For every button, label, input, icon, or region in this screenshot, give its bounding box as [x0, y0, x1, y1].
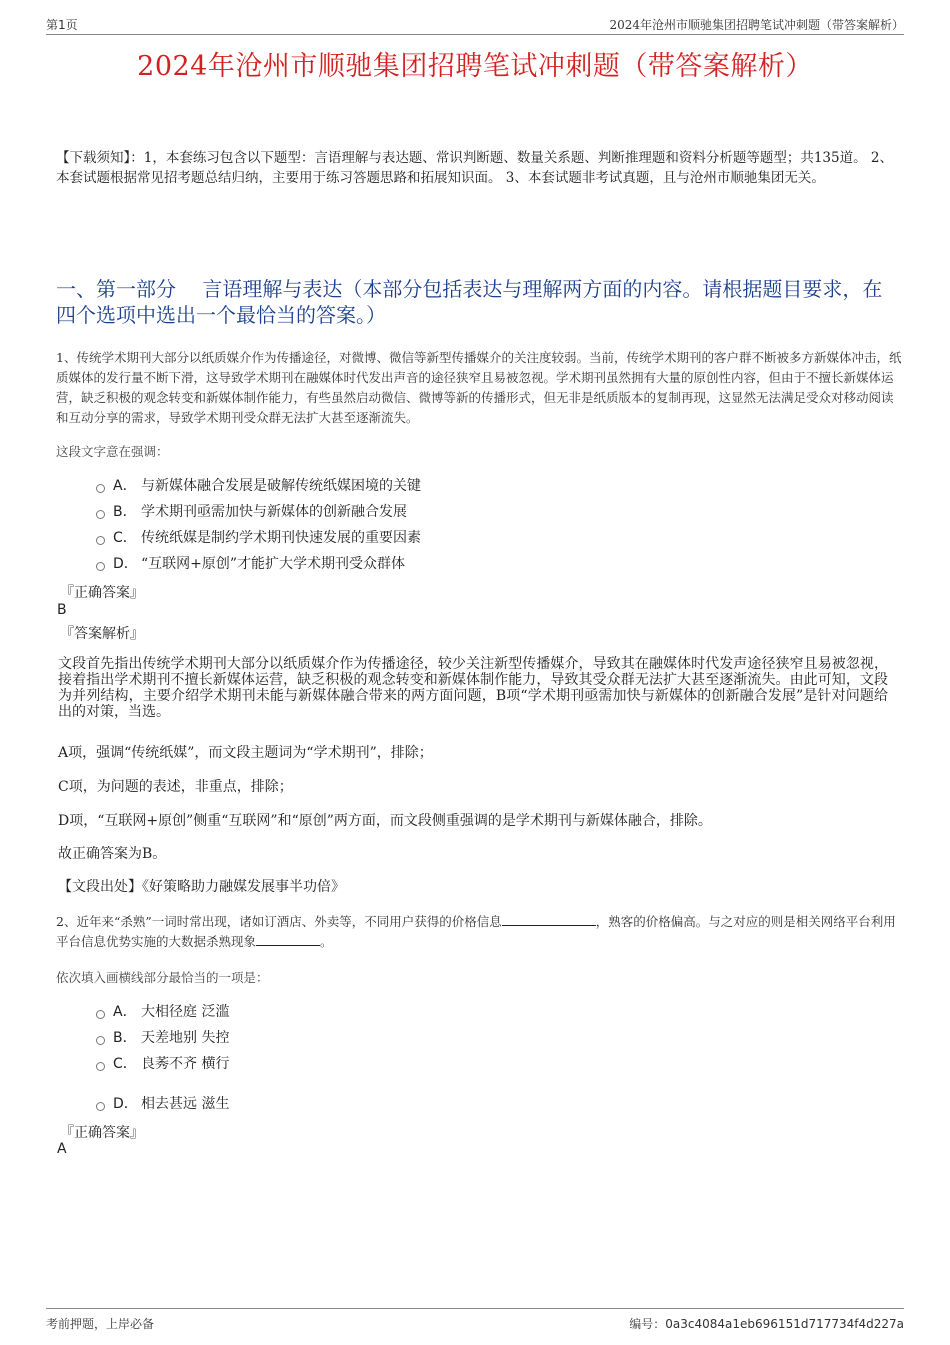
- page-header: [46, 14, 904, 35]
- question-1-analysis-a: A项，强调“传统纸媒”，而文段主题词为“学术期刊”，排除；: [58, 745, 433, 761]
- question-1-option-b[interactable]: B． 学术期刊亟需加快与新媒体的创新融合发展: [96, 501, 407, 523]
- question-2-prompt: 依次填入画横线部分最恰当的一项是：: [56, 970, 269, 985]
- question-1-answer-label: 『正确答案』: [60, 585, 144, 601]
- fill-blank-2: [256, 933, 320, 946]
- section-heading: 一、第一部分 言语理解与表达（本部分包括表达与理解两方面的内容。请根据题目要求，在四个选项中选出一个最恰当的答案。）: [56, 277, 883, 327]
- question-1-text: 1、传统学术期刊大部分以纸质媒介作为传播途径，对微博、微信等新型传播媒介的关注度较弱。当前，传统学术期刊的客户群不断被多方新媒体冲击，纸质媒体的发行量不断下滑，这导致学术期刊在融媒体时代发出声音的途径狭窄且易被忽视。学术期刊虽然拥有大量的原创性内容，但由于不擅长新媒体运营，缺乏积极的观念转变和新媒体制作能力，有些虽然启动微信、微博等新的传播形式，但无非是纸质版本的复制再现，这显然无法满足受众对移动阅读和互动分享的需求，导致学术期刊受众群无法扩大甚至逐渐流失。: [56, 350, 902, 425]
- question-2-answer-label: 『正确答案』: [60, 1125, 144, 1141]
- question-1-prompt: 这段文字意在强调：: [56, 444, 169, 459]
- question-1-analysis-main: 文段首先指出传统学术期刊大部分以纸质媒介作为传播途径，较少关注新型传播媒介，导致其在融媒体时代发声途径狭窄且易被忽视，接着指出学术期刊不擅长新媒体运营，缺乏积极的观念转变和新媒体制作能力，导致其受众群无法扩大甚至逐渐流失。由此可知，文段为并列结构，主要介绍学术期刊未能与新媒体融合带来的两方面问题，B项“学术期刊亟需加快与新媒体的创新融合发展”是针对问题给出的对策，当选。: [58, 656, 888, 720]
- radio-icon[interactable]: [96, 1062, 105, 1071]
- radio-icon[interactable]: [96, 536, 105, 545]
- download-notice: 【下载须知】：1，本套练习包含以下题型：言语理解与表达题、常识判断题、数量关系题、判断推理题和资料分析题等题型；共135道。 2、本套试题根据常见招考题总结归纳，主要用于练习答题思路和拓展知识面。 3、本套试题非考试真题，且与沧州市顺驰集团无关。: [56, 150, 893, 186]
- question-1-analysis-conclusion: 故正确答案为B。: [58, 846, 167, 862]
- radio-icon[interactable]: [96, 1010, 105, 1019]
- footer-slogan: 考前押题，上岸必备: [46, 1317, 155, 1331]
- page-footer: [46, 1308, 904, 1333]
- question-2-text: 2、近年来“杀熟”一词时常出现，诸如订酒店、外卖等，不同用户获得的价格信息 ，熟客的价格偏高。与之对应的则是相关网络平台利用平台信息优势实施的大数据杀熟现象 。: [56, 914, 896, 949]
- header-doc-title: 2024年沧州市顺驰集团招聘笔试冲刺题（带答案解析）: [609, 18, 904, 32]
- question-1-answer: B: [57, 602, 67, 618]
- question-1-option-d[interactable]: D． “互联网+原创”才能扩大学术期刊受众群体: [96, 553, 405, 575]
- question-2-option-d[interactable]: D． 相去甚远 滋生: [96, 1093, 229, 1115]
- question-2-answer: A: [57, 1141, 67, 1157]
- page-number: 第1页: [46, 18, 78, 32]
- question-1-source: 【文段出处】《好策略助力融媒发展事半功倍》: [58, 879, 345, 895]
- question-1-option-a[interactable]: A． 与新媒体融合发展是破解传统纸媒困境的关键: [96, 475, 421, 497]
- radio-icon[interactable]: [96, 1036, 105, 1045]
- radio-icon[interactable]: [96, 562, 105, 571]
- question-2-option-c[interactable]: C． 良莠不齐 横行: [96, 1053, 229, 1075]
- question-2-option-a[interactable]: A． 大相径庭 泛滥: [96, 1001, 229, 1023]
- question-2-option-b[interactable]: B． 天差地别 失控: [96, 1027, 229, 1049]
- radio-icon[interactable]: [96, 1102, 105, 1111]
- radio-icon[interactable]: [96, 510, 105, 519]
- fill-blank-1: [502, 913, 596, 926]
- question-1-analysis-label: 『答案解析』: [60, 626, 144, 642]
- page-title: 2024年沧州市顺驰集团招聘笔试冲刺题（带答案解析）: [137, 51, 813, 82]
- question-1-analysis-c: C项，为问题的表述，非重点，排除；: [58, 779, 293, 795]
- question-1-option-c[interactable]: C． 传统纸媒是制约学术期刊快速发展的重要因素: [96, 527, 421, 549]
- radio-icon[interactable]: [96, 484, 105, 493]
- footer-code: 编号：0a3c4084a1eb696151d717734f4d227a: [629, 1317, 904, 1331]
- question-1-analysis-d: D项，“互联网+原创”侧重“互联网”和“原创”两方面，而文段侧重强调的是学术期刊与新媒体融合，排除。: [58, 813, 712, 829]
